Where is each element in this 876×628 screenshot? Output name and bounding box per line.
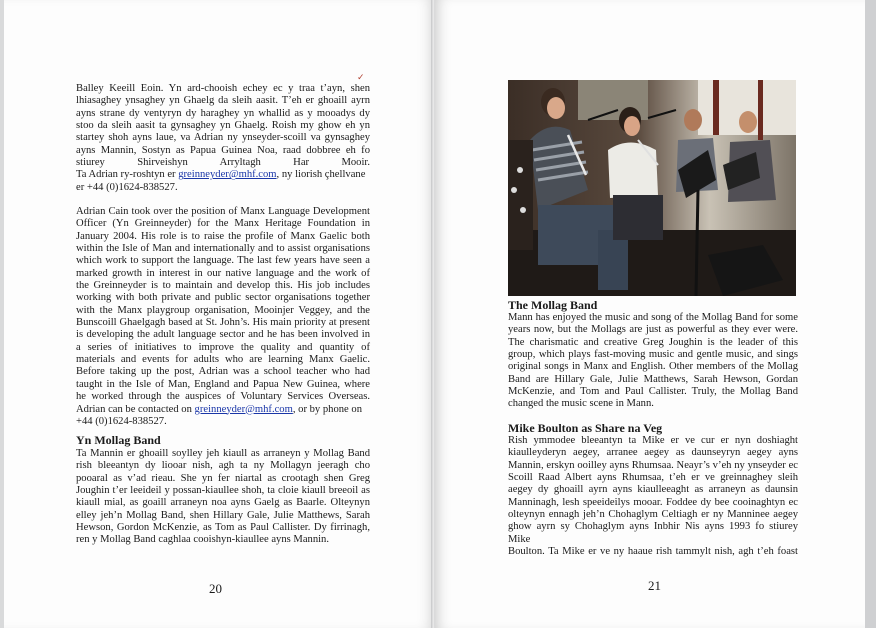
text-line: Scoill Raad Albert ayns Rhumsaa, t’eh er ve greinnaghey sleih (508, 472, 798, 484)
text-line: Before taking up the post, Adrian was a school teacher who had (76, 366, 370, 378)
text-line: working with both private and public sector organisations together (76, 292, 370, 304)
manx-phone-line: er +44 (0)1624-838527. (76, 181, 178, 193)
yn-mollag-band-heading: Yn Mollag Band (76, 433, 161, 447)
mike-boulton-paragraph (508, 435, 798, 558)
text-line: Hewson, Gordon McKenzie, as Tom as Paul Callister. Dy firrinagh, (76, 522, 370, 534)
text-line: aegey dy ghoaill ayrn ayns kiaulleeaght as arraneyn as daunsin (508, 484, 798, 496)
mollag-band-heading: The Mollag Band (508, 298, 598, 312)
text-line: ayns strane dy ventyryn dy haraghey yn whallid as y mooadys dy (76, 107, 370, 119)
text-line: Ta Mannin er ghoaill soylley jeh kiaull as arraneyn y Mollag Band (76, 448, 370, 459)
text-line: the Greinneyder is to maintain and develop this. His job includes (76, 280, 370, 292)
text-line: McKenzie, and Tom and Paul Callister. Truly, the Mollag Band (508, 386, 798, 398)
text-line: Band are Hillary Gale, Julie Matthews, Sarah Hewson, Gordan (508, 373, 798, 385)
page-number-right: 21 (648, 578, 661, 593)
text-line: Officer (Yn Greinneyder) for the Manx Heritage Foundation in (76, 218, 370, 230)
text-line: a series of initiatives to improve the quality and quantity of (76, 341, 370, 353)
text-line: stiurey Shirveishyn Arryltagh Har Mooir. (76, 157, 370, 169)
band-photo-drawing (508, 80, 796, 296)
text-line: Bunscoill Ghaelgagh based at St. John’s. His main priority at present (76, 317, 370, 329)
text-line: years now, but the Mollags are just as powerful as they ever were. (508, 324, 798, 336)
scanner-edge (865, 0, 876, 628)
text-line: is developing the adult language sector and he has been involved in (76, 329, 370, 341)
musicians-playing-photo (508, 80, 796, 296)
text-line: pooaral as v’ad rieau. She yn fer niartal as crootagh shen Greg (76, 472, 370, 484)
ink-mark: ✓ (357, 72, 365, 82)
text-line: he worked through the auspices of Voluntary Services Overseas. (76, 391, 370, 403)
text-line: The charismatic and creative Greg Joughin is the leader of this (508, 336, 798, 348)
text-line: Boulton. Ta Mike er ve ny haaue rish tammylt nish, agh t’eh foast (508, 546, 798, 558)
mike-boulton-heading: Mike Boulton as Share na Veg (508, 421, 663, 435)
english-phone-line: +44 (0)1624-838527. (76, 415, 167, 427)
text-line: Joughin t’er leeideil y possan-kiaullee shoh, ta cloie kiaull breeoil as (76, 485, 370, 497)
text-line: kiaulleyderyn aegey, arranee aegey as daunseyryn aegey ayns (508, 447, 798, 459)
text-line: Rish ymmodee bleeantyn ta Mike er ve cur er nyn doshiaght (508, 435, 798, 446)
text-line: materials and events for adults who are learning Manx Gaelic. (76, 354, 370, 366)
mollag-band-paragraph (508, 312, 798, 411)
text-line: ren y Mollag Band caghlaa cooishyn-kiaullee ayns Mannin. (76, 534, 330, 546)
english-email-link[interactable]: greinneyder@mhf.com (194, 403, 293, 415)
text-line: ghow ayrn sy Chohaglym ayns Inbhir Nis ayns 1993 fo stiurey Mike (508, 521, 798, 545)
yn-mollag-band-paragraph (76, 448, 370, 547)
page-number-left: 20 (209, 581, 222, 596)
english-paragraph (76, 206, 370, 428)
text-line: changed the music scene in Mann. (508, 398, 654, 410)
text-line: Balley Keeill Eoin. Yn ard-chooish echey ec y traa t’ayn, shen (76, 83, 370, 94)
text-line: olteynyn ennagh jeh’n Chohaglym Celtiagh er ny Manninee aegey (508, 509, 798, 521)
text-line: Mannin, erskyn ooilley ayns Rhumsaa. Neayr’s v’eh ny ynseyder ec (508, 459, 798, 471)
text-line: ayns Mannin, Sostyn as Papua Guinea Noa, raad dobbree eh fo (76, 144, 370, 156)
text-line: startey shoh ayns laue, va Adrian ny ynseyder-scoill va gynsaghey (76, 132, 370, 144)
text-line: lhiasaghey ynsaghey yn Ghaelg da sleih aasit. T’eh er ghoaill ayrn (76, 95, 370, 107)
text-line: January 2004. His role is to raise the profile of Manx Gaelic both (76, 230, 370, 242)
text-line: Manninagh, lesh speeideilys mooar. Foddee dy bee cooinaghtyn ec (508, 496, 798, 508)
english-contact-line: Adrian can be contacted on greinneyder@mhf.com, or by phone on (76, 403, 363, 415)
text-line: Adrian Cain took over the position of Manx Language Development (76, 206, 370, 217)
text-line: elley jeh’n Mollag Band, shen Hillary Gale, Julie Matthews, Sarah (76, 509, 370, 521)
text-line: rish bleeantyn dy liooar nish, agh ta ny Mollagyn jeeragh cho (76, 460, 370, 472)
text-line: with the Manx playgroup organisation, Mooinjer Veggey, and the (76, 304, 370, 316)
text-line: within the Isle of Man and internationally and to assist organisations (76, 243, 370, 255)
manx-contact-line: Ta Adrian ry-roshtyn er greinneyder@mhf.com, ny liorish çhellvane (76, 169, 366, 181)
manx-paragraph (76, 83, 370, 194)
text-line: marked growth in interest in our native language and the work of (76, 267, 370, 279)
text-line: original songs in Manx and English. Other members of the Mollag (508, 361, 798, 373)
text-line: kiaull mial, as goaill arraneyn noa ayns Gaelg as Baarle. Olteynyn (76, 497, 370, 509)
text-line: stoo da sleih aasit ta gynsaghey yn Ghaelg. Roish my ghow eh yn (76, 120, 370, 132)
text-line: which work to support the language. The last few years have seen a (76, 255, 370, 267)
manx-email-link[interactable]: greinneyder@mhf.com (178, 169, 277, 181)
text-line: taught in the Isle of Man, England and Papua New Guinea, where (76, 378, 370, 390)
text-line: group, which plays fast-moving music and gentle music, and sings (508, 349, 798, 361)
right-page (435, 0, 865, 628)
left-page (4, 0, 433, 628)
text-line: Mann has enjoyed the music and song of the Mollag Band for some (508, 312, 798, 323)
